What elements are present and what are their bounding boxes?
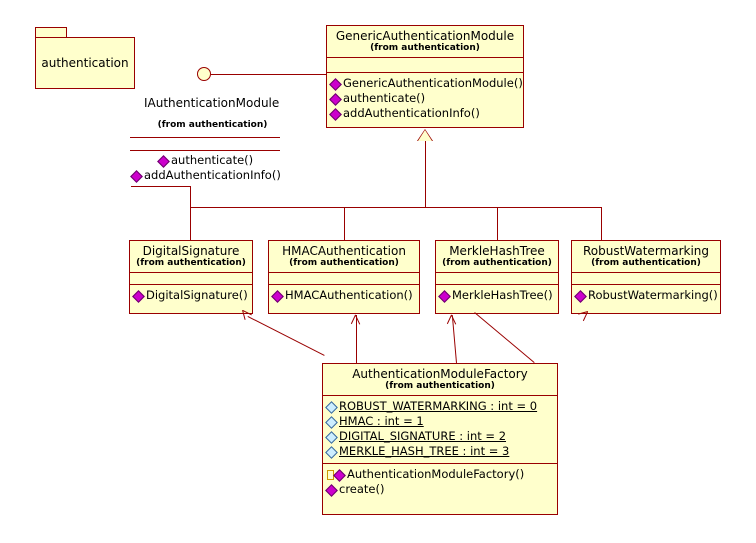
attribute-label: DIGITAL_SIGNATURE : int = 2 xyxy=(339,429,507,443)
class-stereotype: (from authentication) xyxy=(136,258,246,268)
class-name: AuthenticationModuleFactory xyxy=(352,367,528,381)
generalization-arrow xyxy=(418,130,432,141)
class-operations xyxy=(327,73,523,125)
class-digital-signature[interactable] xyxy=(129,240,253,314)
operation-label: GenericAuthenticationModule() xyxy=(343,76,523,90)
generalization-drop-merkle xyxy=(497,207,498,240)
class-stereotype: (from authentication) xyxy=(289,258,399,268)
operation-row xyxy=(272,288,416,303)
class-operations xyxy=(269,285,419,307)
public-visibility-icon xyxy=(575,290,586,301)
class-name: RobustWatermarking xyxy=(582,244,710,258)
generalization-bus xyxy=(190,207,601,208)
dependency-line-factory-robust xyxy=(474,312,534,363)
class-name: MerkleHashTree xyxy=(449,244,545,258)
operation-row xyxy=(330,91,520,106)
attribute-row xyxy=(326,444,554,459)
class-robust-watermarking[interactable] xyxy=(571,240,721,314)
package-visibility-icon xyxy=(326,431,337,442)
operation-row xyxy=(326,467,554,482)
dependency-arrowhead-digitalsignature xyxy=(243,310,253,320)
class-merkle-hash-tree[interactable] xyxy=(435,240,559,314)
class-authentication-module-factory[interactable] xyxy=(322,363,558,515)
dependency-arrowhead-merkle xyxy=(452,315,462,325)
public-visibility-icon xyxy=(158,155,169,166)
class-separator xyxy=(269,272,419,273)
operation-row xyxy=(133,288,249,303)
operation-label: RobustWatermarking() xyxy=(588,288,718,302)
class-operations xyxy=(436,285,558,307)
operation-label: HMACAuthentication() xyxy=(285,288,413,302)
class-name: DigitalSignature xyxy=(142,244,240,258)
package-tab xyxy=(35,27,67,37)
attribute-label: ROBUST_WATERMARKING : int = 0 xyxy=(339,399,538,413)
package-body xyxy=(35,37,135,89)
class-separator xyxy=(572,272,720,273)
public-visibility-icon xyxy=(439,290,450,301)
operation-row xyxy=(131,168,281,183)
public-visibility-icon xyxy=(330,78,341,89)
operation-row xyxy=(326,482,554,497)
attribute-label: MERKLE_HASH_TREE : int = 3 xyxy=(339,444,510,458)
generalization-stem xyxy=(425,141,426,207)
class-operations xyxy=(323,464,557,501)
class-generic-authentication-module[interactable] xyxy=(326,25,524,128)
attribute-label: HMAC : int = 1 xyxy=(339,414,424,428)
public-visibility-icon xyxy=(326,484,337,495)
dependency-line-factory-digitalsignature xyxy=(248,316,325,356)
interface-lollipop-icon[interactable] xyxy=(197,67,211,81)
public-visibility-icon xyxy=(131,170,142,181)
operation-label: authenticate() xyxy=(343,91,426,105)
operation-row xyxy=(131,153,281,168)
attribute-row xyxy=(326,399,554,414)
class-stereotype: (from authentication) xyxy=(370,43,480,53)
class-name: GenericAuthenticationModule xyxy=(335,29,515,43)
operation-label: MerkleHashTree() xyxy=(452,288,553,302)
operation-label: DigitalSignature() xyxy=(146,288,248,302)
interface-to-bus-line xyxy=(190,186,191,207)
interface-separator-1 xyxy=(130,137,280,138)
public-visibility-icon xyxy=(272,290,283,301)
public-visibility-icon xyxy=(330,93,341,104)
operation-label: addAuthenticationInfo() xyxy=(343,106,480,120)
attribute-row xyxy=(326,429,554,444)
operation-label: authenticate() xyxy=(171,153,254,167)
dependency-arrowhead-robust xyxy=(588,312,598,322)
package-label: authentication xyxy=(41,56,129,70)
package-visibility-icon xyxy=(326,416,337,427)
attribute-row xyxy=(326,414,554,429)
interface-member-underline xyxy=(131,186,191,187)
public-visibility-icon xyxy=(330,108,341,119)
package-visibility-icon xyxy=(326,401,337,412)
generalization-drop-hmac xyxy=(344,207,345,240)
class-separator xyxy=(436,272,558,273)
class-stereotype: (from authentication) xyxy=(591,258,701,268)
operation-label: AuthenticationModuleFactory() xyxy=(347,467,525,481)
package-authentication xyxy=(35,27,135,89)
interface-stereotype: (from authentication) xyxy=(157,120,268,130)
operation-row xyxy=(575,288,717,303)
class-operations xyxy=(572,285,720,307)
class-stereotype: (from authentication) xyxy=(385,381,495,391)
operation-row xyxy=(439,288,555,303)
class-hmac-authentication[interactable] xyxy=(268,240,420,314)
class-operations xyxy=(130,285,252,307)
class-separator xyxy=(130,272,252,273)
public-visibility-icon xyxy=(133,290,144,301)
generalization-drop-robust xyxy=(601,207,602,240)
operation-row xyxy=(330,106,520,121)
class-attributes xyxy=(323,396,557,463)
interface-name: IAuthenticationModule xyxy=(144,96,280,110)
interface-operations xyxy=(131,153,281,183)
package-visibility-icon xyxy=(326,446,337,457)
operation-label: create() xyxy=(339,482,385,496)
dependency-arrowhead-hmac xyxy=(356,315,366,325)
operation-label: addAuthenticationInfo() xyxy=(144,168,281,182)
generalization-drop-digitalsignature xyxy=(190,207,191,240)
public-visibility-icon xyxy=(334,469,345,480)
operation-row xyxy=(330,76,523,91)
class-separator xyxy=(327,57,523,58)
class-stereotype: (from authentication) xyxy=(442,258,552,268)
realization-line-interface-generic xyxy=(211,74,326,75)
interface-separator-2 xyxy=(130,150,280,151)
class-name: HMACAuthentication xyxy=(282,244,406,258)
